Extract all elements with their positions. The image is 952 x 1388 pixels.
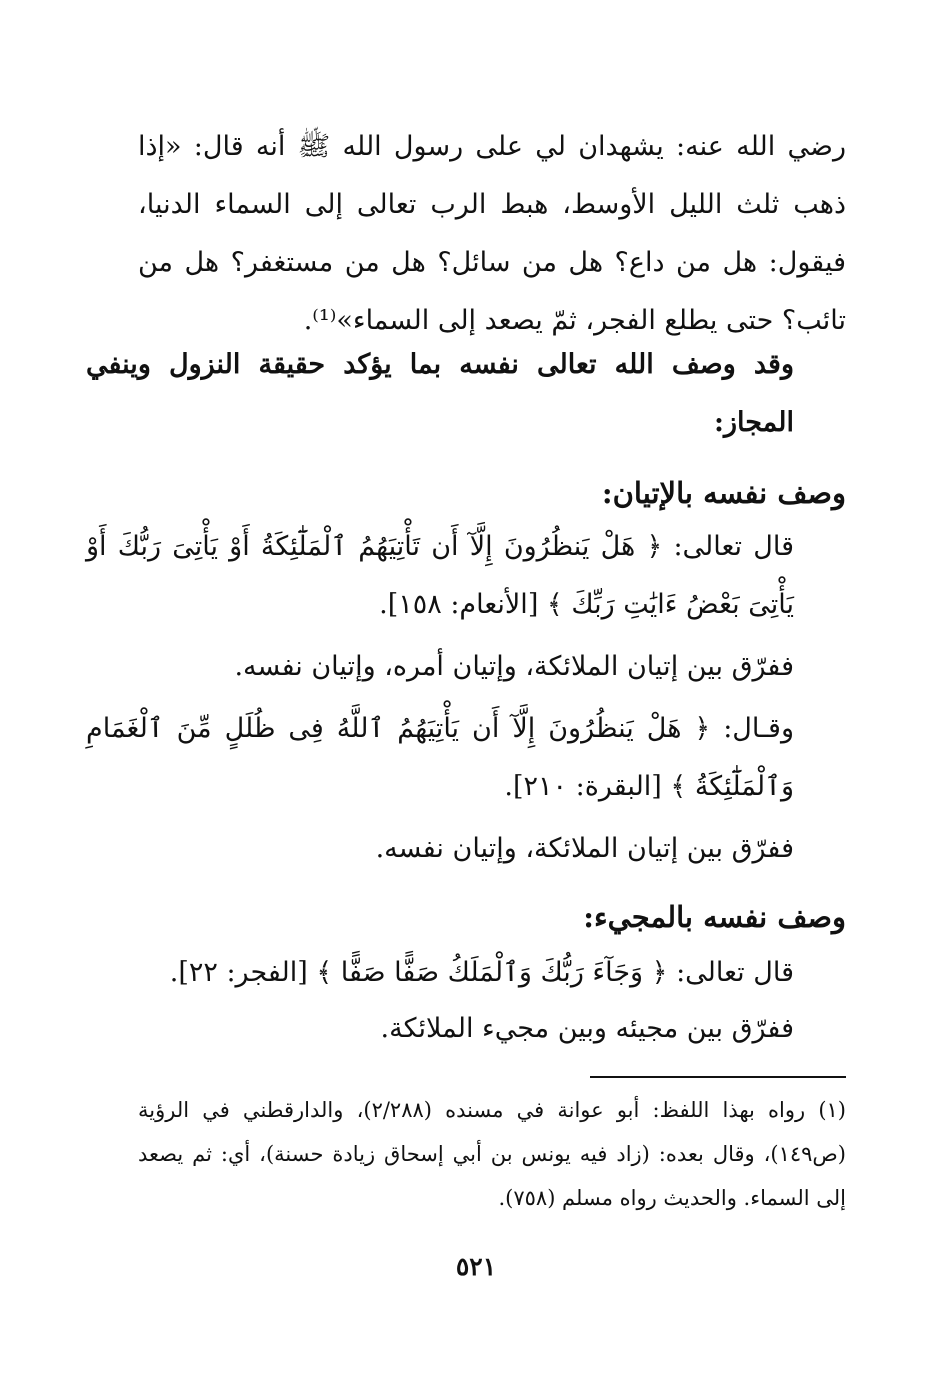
footnote-1: (١) رواه بهذا اللفظ: أبو عوانة في مسنده (٢/٢٨٨)، والدارقطني في الرؤية (ص١٤٩)، وقال بعده: (زاد فيه يونس بن أبي إسحاق زيادة حسنة)، أي: ثم يصعد إلى السماء. والحديث رواه مسلم (٧٥٨). bbox=[138, 1098, 846, 1210]
hadith-paragraph: رضي الله عنه: يشهدان لي على رسول الله ﷺ أنه قال: «إذا ذهب ثلث الليل الأوسط، هبط الرب تعالى إلى السماء الدنيا، فيقول: هل من داع؟ هل من سائل؟ هل من مستغفر؟ هل من تائب؟ حتى يطلع الفجر، ثمّ يصعد إلى السماء»⁽¹⁾. bbox=[138, 131, 846, 336]
page-number: ٥٢١ bbox=[455, 1252, 497, 1281]
footnote-divider bbox=[590, 1076, 846, 1078]
quran-verse-baqarah: وقـال: ﴿ هَلْ يَنظُرُونَ إِلَّآ أَن يَأْتِيَهُمُ ٱللَّهُ فِى ظُلَلٍ مِّنَ ٱلْغَمَامِ وَٱلْمَلَٰٓئِكَةُ ﴾ [البقرة: ٢١٠]. bbox=[86, 713, 794, 802]
note-ityan-2: ففرّق بين إتيان الملائكة، وإتيان نفسه. bbox=[375, 833, 794, 864]
section-heading-maji: وصف نفسه بالمجيء: bbox=[583, 900, 846, 934]
note-maji: ففرّق بين مجيئه وبين مجيء الملائكة. bbox=[380, 1013, 794, 1044]
section-heading-ityan: وصف نفسه بالإتيان: bbox=[601, 476, 846, 510]
note-ityan-1: ففرّق بين إتيان الملائكة، وإتيان أمره، وإتيان نفسه. bbox=[234, 651, 794, 682]
quran-verse-anam: قال تعالى: ﴿ هَلْ يَنظُرُونَ إِلَّآ أَن تَأْتِيَهُمُ ٱلْمَلَٰٓئِكَةُ أَوْ يَأْتِىَ رَبُّكَ أَوْ يَأْتِىَ بَعْضُ ءَايَٰتِ رَبِّكَ ﴾ [الأنعام: ١٥٨]. bbox=[86, 531, 794, 620]
quran-verse-fajr: قال تعالى: ﴿ وَجَآءَ رَبُّكَ وَٱلْمَلَكُ صَفًّا صَفًّا ﴾ [الفجر: ٢٢]. bbox=[169, 957, 794, 988]
intro-paragraph: وقد وصف الله تعالى نفسه بما يؤكد حقيقة النزول وينفي المجاز: bbox=[86, 349, 794, 438]
